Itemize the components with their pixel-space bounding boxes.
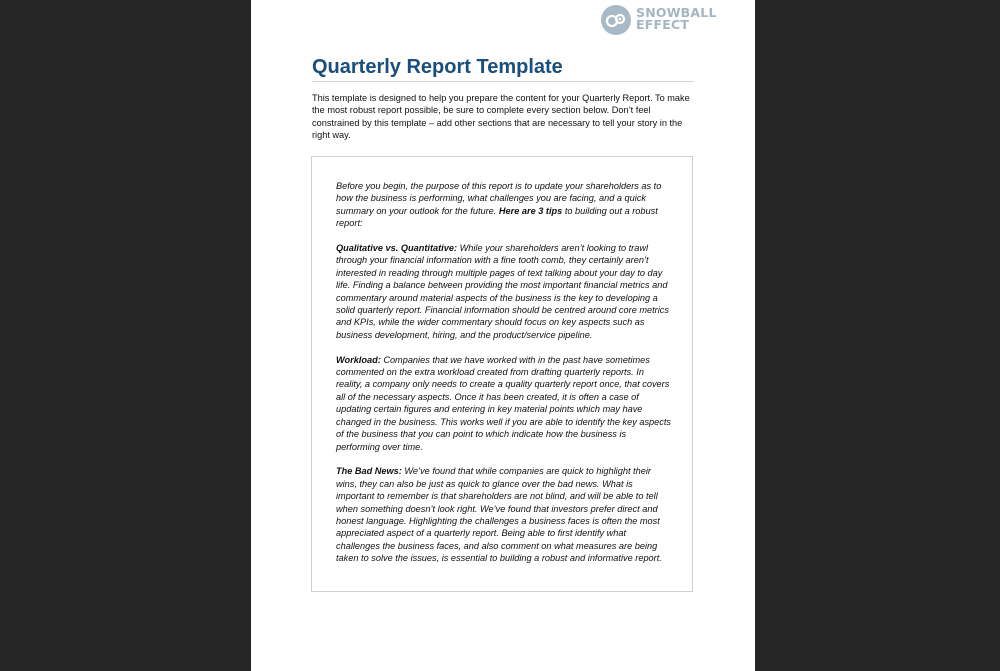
tip-paragraph-qualitative bbox=[336, 242, 672, 341]
tips-lead-text: Before you begin, the purpose of this report is to update your shareholders as to how the business is performing, what challenges you are facing, and a quick summary on your outlook for the future. bbox=[336, 181, 662, 216]
tips-lead-bold: Here are 3 tips bbox=[498, 205, 563, 216]
document-page[interactable] bbox=[251, 0, 755, 671]
tip-body: We’ve found that while companies are quick to highlight their wins, they can also be just as quick to glance over the bad news. What is important to remember is that shareholders are not blind, and will be able to tell when something doesn’t look right. We’ve found that investors prefer direct and honest language. Highlighting the challenges a business faces is often the most appreciated aspect of a quarterly report. Being able to first identify what challenges the business faces, and also comment on what measures are being taken to solve the issues, is essential to building a robust and informative report. bbox=[336, 466, 662, 564]
tip-heading: The Bad News: bbox=[336, 466, 402, 477]
tips-content bbox=[336, 180, 672, 577]
logo-wordmark bbox=[636, 7, 717, 31]
tips-lead-paragraph bbox=[336, 180, 672, 230]
title-divider bbox=[312, 81, 694, 82]
snowball-logo-icon bbox=[601, 5, 631, 35]
tip-body: Companies that we have worked with in the past have sometimes commented on the extra workload created from drafting quarterly reports. In reality, a company only needs to create a quality quarterly report once, that covers all of the necessary aspects. Once it has been created, it is often a case of updating certain figures and entering in key material points which may have changed in the business. This works well if you are able to identify the key aspects of the business that you can point to which indicate how the business is performing over time. bbox=[336, 354, 672, 452]
logo-line-1: SNOWBALL bbox=[636, 5, 717, 20]
intro-paragraph: This template is designed to help you prepare the content for your Quarterly Report. To make the most robust report possible, be sure to complete every section below. Don’t feel constrained by this template – add other sections that are necessary to tell your story in the right way. bbox=[312, 93, 690, 141]
snowball-effect-logo bbox=[601, 5, 721, 37]
tip-paragraph-workload bbox=[336, 354, 672, 453]
tip-body: While your shareholders aren’t looking to trawl through your financial information with a fine tooth comb, they certainly aren’t interested in reading through multiple pages of text talking about your day to day life. Finding a balance between providing the most important financial metrics and commentary around material aspects of the business is the key to developing a solid quarterly report. Financial information should be centred around core metrics and KPIs, while the wider commentary should focus on key aspects such as business development, hiring, and the product/service pipeline. bbox=[336, 243, 669, 340]
page-title: Quarterly Report Template bbox=[312, 56, 563, 78]
tips-lead-tail: to building out a robust report: bbox=[336, 205, 658, 229]
tips-box bbox=[311, 156, 693, 592]
tip-heading: Qualitative vs. Quantitative: bbox=[336, 243, 458, 254]
tip-paragraph-bad-news bbox=[336, 465, 672, 564]
logo-line-2: EFFECT bbox=[636, 17, 690, 32]
tip-heading: Workload: bbox=[336, 354, 381, 365]
